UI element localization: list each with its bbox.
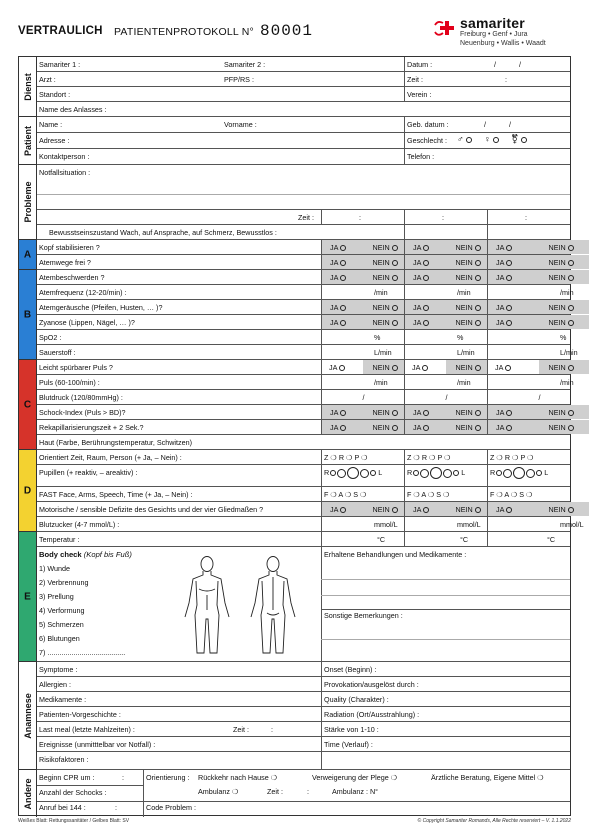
opqrst-label: Time (Verlauf) :: [324, 740, 373, 749]
unit-label: /min: [457, 378, 471, 387]
row-sauerstoff: [37, 345, 578, 360]
row-bz-label: Blutzucker (4-7 mmol/L) :: [39, 520, 120, 529]
row-bz: [37, 517, 584, 532]
row-bewusst: [37, 225, 570, 240]
section-patient: Patient: [19, 117, 37, 165]
unit-label: /min: [374, 378, 388, 387]
footer-right: © Copyright Samariter Romands, Alle Rechte reserviert – V. 1.1.2022: [417, 818, 571, 824]
notfall-area[interactable]: [37, 165, 570, 210]
pupil-size-icon[interactable]: [503, 469, 512, 478]
section-d: D: [19, 450, 37, 532]
ja-option[interactable]: JA: [322, 502, 363, 516]
nein-option[interactable]: NEIN: [446, 405, 488, 419]
geschlecht-label: Geschlecht :: [407, 136, 447, 145]
cpr-label: Beginn CPR um :: [39, 773, 95, 782]
female-checkbox[interactable]: [493, 137, 499, 143]
anruf-label: Anruf bei 144 :: [39, 803, 86, 812]
row-puls-label: Puls (60-100/min) :: [39, 378, 100, 387]
pupil-size-icon[interactable]: [370, 470, 376, 476]
datum-sep: /: [519, 60, 521, 69]
sample-label: Symptome :: [39, 665, 78, 674]
notfall-label: Notfallsituation :: [39, 168, 91, 177]
sample-label: Ereignisse (unmitttelbar vor Notfall) :: [39, 740, 156, 749]
bodycheck-item: 7) .......................................: [39, 648, 126, 657]
unit-label: /min: [560, 288, 574, 297]
ja-option[interactable]: JA: [488, 270, 539, 284]
ja-option[interactable]: JA: [322, 240, 363, 254]
row-standort: [37, 87, 570, 102]
row-kopf-label: Kopf stabilisieren ?: [39, 243, 100, 252]
zeit-label: Zeit :: [407, 75, 423, 84]
pfp-label: PFP/RS :: [224, 75, 254, 84]
row-blutdruck: Blutdruck (120/80mmHg) : / / /: [37, 390, 570, 405]
nein-option[interactable]: NEIN: [363, 502, 405, 516]
row-adresse: [37, 133, 570, 149]
row-kopf: [37, 240, 570, 255]
vorname-label: Vorname :: [224, 120, 257, 129]
ja-option[interactable]: JA: [322, 420, 363, 434]
section-probleme: Probleme: [19, 165, 37, 240]
pupil-size-icon[interactable]: [430, 467, 442, 479]
nein-option[interactable]: NEIN: [539, 240, 589, 254]
bemerkungen-label: Sonstige Bemerkungen :: [324, 611, 403, 620]
pupil-size-icon[interactable]: [330, 470, 336, 476]
ambulanz-option[interactable]: Ambulanz ❍: [198, 787, 239, 796]
nein-option[interactable]: NEIN: [539, 405, 589, 419]
row-haut-label: Haut (Farbe, Berührungstemperatur, Schwitzen): [39, 438, 193, 447]
nein-option[interactable]: NEIN: [363, 270, 405, 284]
ja-option[interactable]: JA: [488, 405, 539, 419]
orientierung-label: Orientierung :: [146, 773, 190, 782]
row-orient-label: Orientiert Zeit, Raum, Person (+ Ja, – Nein) :: [39, 453, 182, 462]
unit-label: mmol/L: [374, 520, 398, 529]
nein-option[interactable]: NEIN: [363, 420, 405, 434]
row-motor-label: Motorische / sensible Defizite des Gesichts und der vier Gliedmaßen ?: [39, 505, 264, 514]
section-dienst: Dienst: [19, 57, 37, 117]
section-c: C: [19, 360, 37, 450]
code-problem-label: Code Problem :: [146, 803, 196, 812]
pupil-size-icon[interactable]: [347, 467, 359, 479]
nein-option[interactable]: NEIN: [363, 240, 405, 254]
diverse-icon: ⚧: [511, 134, 527, 145]
unit-label: L/min: [560, 348, 578, 357]
body-back-figure[interactable]: [243, 555, 303, 657]
row-atemfrequenz: [37, 285, 574, 300]
row-motor: [37, 502, 570, 517]
opqrst-label: Provokation/ausgelöst durch :: [324, 680, 419, 689]
ja-option[interactable]: JA: [322, 315, 363, 329]
female-icon: ♀: [484, 134, 499, 144]
male-checkbox[interactable]: [466, 137, 472, 143]
option-group[interactable]: Z ❍ R ❍ P ❍: [490, 453, 534, 462]
verein-label: Verein :: [407, 90, 432, 99]
unit-label: mmol/L: [560, 520, 584, 529]
unit-label: /min: [374, 288, 388, 297]
opqrst-label: Quality (Charakter) :: [324, 695, 389, 704]
sample-label: Last meal (letzte Mahlzeiten) :: [39, 725, 135, 734]
geb-sep: /: [509, 120, 511, 129]
ja-option[interactable]: JA: [405, 315, 446, 329]
row-anlass: [37, 102, 570, 117]
pupil-size-icon[interactable]: [453, 470, 459, 476]
row-fast: [37, 487, 570, 502]
behandlung-label: Erhaltene Behandlungen und Medikamente :: [324, 550, 467, 559]
protocol-title: PATIENTENPROTOKOLL N°: [114, 26, 254, 38]
opqrst-label: Stärke von 1-10 :: [324, 725, 379, 734]
row-spo2-label: SpO2 :: [39, 333, 62, 342]
footer-left: Weißes Blatt: Rettungssanitäter / Gelbes Blatt: SV: [18, 818, 130, 824]
samariter-logo: [434, 16, 574, 50]
unit-label: %: [560, 333, 567, 342]
option-group[interactable]: Z ❍ R ❍ P ❍: [407, 453, 451, 462]
header: [18, 15, 578, 56]
row-schock: [37, 405, 570, 420]
nein-option[interactable]: NEIN: [446, 420, 488, 434]
bodycheck-item: 5) Schmerzen: [39, 620, 84, 629]
nein-option[interactable]: NEIN: [446, 315, 488, 329]
unit-label: %: [457, 333, 464, 342]
unit-label: %: [374, 333, 381, 342]
pupil-size-icon[interactable]: [413, 470, 419, 476]
row-spo2: [37, 330, 570, 345]
sample-label: Patienten-Vorgeschichte :: [39, 710, 121, 719]
logo-name: samariter: [460, 15, 525, 31]
option-group[interactable]: F ❍ A ❍ S ❍: [324, 490, 367, 499]
nein-option[interactable]: NEIN: [539, 300, 589, 314]
ja-option[interactable]: JA: [405, 502, 446, 516]
nein-option[interactable]: NEIN: [539, 502, 589, 516]
sample-label: Medikamente :: [39, 695, 87, 704]
section-anamnese: Anamnese: [19, 662, 37, 770]
samariter1-label: Samariter 1 :: [39, 60, 81, 69]
bodycheck-item: 1) Wunde: [39, 564, 71, 573]
nein-option[interactable]: NEIN: [539, 360, 589, 374]
nein-option[interactable]: NEIN: [363, 300, 405, 314]
anamnese-row: [37, 692, 570, 707]
ja-option[interactable]: JA: [322, 255, 363, 269]
kontakt-label: Kontaktperson :: [39, 152, 90, 161]
ambulanz-nr-label: Ambulanz : N°: [332, 787, 379, 796]
pupil-chooser[interactable]: R L: [490, 467, 548, 479]
nein-option[interactable]: NEIN: [539, 420, 589, 434]
ja-option[interactable]: JA: [329, 363, 345, 372]
row-haut: [37, 435, 570, 450]
anlass-label: Name des Anlasses :: [39, 105, 107, 114]
body-front-figure[interactable]: [177, 555, 237, 657]
geb-label: Geb. datum :: [407, 120, 449, 129]
nein-option[interactable]: NEIN: [446, 270, 488, 284]
verweigerung-option[interactable]: Verweigerung der Plege ❍: [312, 773, 398, 782]
diverse-checkbox[interactable]: [521, 137, 527, 143]
row-puls: [37, 375, 574, 390]
samariter2-label: Samariter 2 :: [224, 60, 266, 69]
row-rekap-label: Rekapillarisierungszeit + 2 Sek.?: [39, 423, 144, 432]
anamnese-row: [37, 677, 570, 692]
section-a: A: [19, 240, 37, 270]
confidential-label: VERTRAULICH: [18, 25, 103, 37]
nein-option[interactable]: NEIN: [363, 405, 405, 419]
sample-label: Allergien :: [39, 680, 71, 689]
row-probleme-zeit: Zeit : : : :: [37, 210, 570, 225]
row-name: [37, 117, 570, 133]
ja-option[interactable]: JA: [488, 315, 539, 329]
row-atembeschwerden: [37, 270, 570, 285]
ja-option[interactable]: JA: [495, 363, 511, 372]
nein-option[interactable]: NEIN: [446, 255, 488, 269]
nein-option[interactable]: NEIN: [539, 255, 589, 269]
pupil-size-icon[interactable]: [526, 469, 535, 478]
ja-option[interactable]: JA: [405, 420, 446, 434]
logo-locations-1: Freiburg • Genf • Jura: [460, 31, 528, 38]
ja-option[interactable]: JA: [322, 270, 363, 284]
bodycheck-item: 2) Verbrennung: [39, 578, 89, 587]
row-pupillen-label: Pupillen (+ reaktiv, – areaktiv) :: [39, 468, 138, 477]
anamnese-row: [37, 737, 570, 752]
protocol-form: [18, 56, 584, 816]
option-group[interactable]: F ❍ A ❍ S ❍: [407, 490, 450, 499]
row-schock-label: Schock-Index (Puls > BD)?: [39, 408, 126, 417]
rueckkehr-option[interactable]: Rückkehr nach Hause ❍: [198, 773, 278, 782]
nein-option[interactable]: NEIN: [363, 315, 405, 329]
ja-option[interactable]: JA: [322, 300, 363, 314]
pupil-chooser[interactable]: R L: [324, 467, 382, 479]
ja-option[interactable]: JA: [488, 240, 539, 254]
ambulanz-zeit-label: Zeit :: [267, 787, 283, 796]
row-atemwege-label: Atemwege frei ?: [39, 258, 91, 267]
protocol-number: 80001: [260, 22, 314, 40]
bodycheck-item: 4) Verformung: [39, 606, 85, 615]
ja-option[interactable]: JA: [322, 405, 363, 419]
adresse-label: Adresse :: [39, 136, 70, 145]
unit-label: L/min: [374, 348, 392, 357]
row-orient: [37, 450, 570, 465]
datum-sep: /: [494, 60, 496, 69]
ja-option[interactable]: JA: [488, 300, 539, 314]
arzt-label: Arzt :: [39, 75, 56, 84]
ja-option[interactable]: JA: [405, 270, 446, 284]
row-sauerstoff-label: Sauerstoff :: [39, 348, 76, 357]
unit-label: /min: [457, 288, 471, 297]
bodycheck-title: Body check (Kopf bis Fuß): [39, 550, 132, 559]
zeit-label: Zeit :: [298, 213, 314, 222]
bodycheck-item: 3) Prellung: [39, 592, 74, 601]
ja-option[interactable]: JA: [488, 420, 539, 434]
geb-sep: /: [484, 120, 486, 129]
ja-option[interactable]: JA: [405, 300, 446, 314]
pupil-size-icon[interactable]: [536, 470, 542, 476]
nein-option[interactable]: NEIN: [363, 255, 405, 269]
ja-option[interactable]: JA: [488, 255, 539, 269]
row-zyanose: [37, 315, 570, 330]
telefon-label: Telefon :: [407, 152, 435, 161]
row-atemfrequenz-label: Atemfrequenz (12-20/min) :: [39, 288, 127, 297]
section-e: E: [19, 532, 37, 662]
bodycheck-item: 6) Blutungen: [39, 634, 80, 643]
ja-option[interactable]: JA: [412, 363, 428, 372]
anamnese-row: Last meal (letzte Mahlzeiten) : Zeit : : Stärke von 1-10 :: [37, 722, 570, 737]
pupil-size-icon[interactable]: [337, 469, 346, 478]
opqrst-label: Radiation (Ort/Ausstrahlung) :: [324, 710, 420, 719]
row-atembeschwerden-label: Atembeschwerden ?: [39, 273, 105, 282]
standort-label: Standort :: [39, 90, 71, 99]
nein-option[interactable]: NEIN: [446, 300, 488, 314]
bodycheck-area: [37, 547, 570, 662]
ja-option[interactable]: JA: [405, 405, 446, 419]
row-blutdruck-label: Blutdruck (120/80mmHg) :: [39, 393, 123, 402]
section-andere: Andere: [19, 770, 37, 817]
row-fast-label: FAST Face, Arms, Speech, Time (+ Ja, – Nein) :: [39, 490, 193, 499]
unit-label: L/min: [457, 348, 475, 357]
row-rekap: [37, 420, 570, 435]
nein-option[interactable]: NEIN: [446, 360, 488, 374]
anamnese-row: [37, 662, 570, 677]
nein-option[interactable]: NEIN: [539, 315, 589, 329]
logo-locations-2: Neuenburg • Wallis • Waadt: [460, 40, 546, 47]
option-group[interactable]: F ❍ A ❍ S ❍: [490, 490, 533, 499]
sample-label: Risikofaktoren :: [39, 755, 89, 764]
anamnese-row: [37, 752, 570, 770]
row-temperatur: Temperatur : °C °C °C: [37, 532, 570, 547]
row-atemwege: [37, 255, 570, 270]
row-zyanose-label: Zyanose (Lippen, Nägel, … )?: [39, 318, 135, 327]
pupil-size-icon[interactable]: [420, 469, 429, 478]
unit-label: /min: [560, 378, 574, 387]
pupil-size-icon[interactable]: [443, 469, 452, 478]
andere-area: Beginn CPR um : : Anzahl der Schocks : Anruf bei 144 : : Orientierung : Rückkehr nach Hause ❍ Verweigerung der Plege ❍ Ärztliche Beratung, Eigene Mittel ❍ Ambulanz ❍ Zeit : : Ambulanz : N° Code Problem :: [37, 770, 570, 817]
zeit-sep: :: [505, 75, 507, 84]
row-arzt: [37, 72, 570, 87]
temperatur-label: Temperatur :: [39, 535, 80, 544]
option-group[interactable]: Z ❍ R ❍ P ❍: [324, 453, 368, 462]
ja-option[interactable]: JA: [405, 240, 446, 254]
row-atemgeraeusche-label: Atemgeräusche (Pfeifen, Husten, … )?: [39, 303, 163, 312]
opqrst-label: Onset (Beginn) :: [324, 665, 377, 674]
ja-option[interactable]: JA: [488, 502, 539, 516]
anamnese-row: [37, 707, 570, 722]
ja-option[interactable]: JA: [405, 255, 446, 269]
section-b: B: [19, 270, 37, 360]
row-puls-spuer-label: Leicht spürbarer Puls ?: [39, 363, 113, 372]
datum-label: Datum :: [407, 60, 433, 69]
red-cross-icon: [434, 18, 454, 38]
bewusst-label: Bewusstseinszustand Wach, auf Ansprache, auf Schmerz, Bewusstlos :: [49, 228, 277, 237]
row-samariter: [37, 57, 570, 72]
row-pupillen: [37, 465, 570, 487]
unit-label: mmol/L: [457, 520, 481, 529]
pupil-size-icon[interactable]: [513, 467, 525, 479]
aerztl-beratung-option[interactable]: Ärztliche Beratung, Eigene Mittel ❍: [431, 773, 544, 782]
row-atemgeraeusche: [37, 300, 570, 315]
name-label: Name :: [39, 120, 63, 129]
pupil-size-icon[interactable]: [360, 469, 369, 478]
row-puls-spuer: [37, 360, 570, 375]
nein-option[interactable]: NEIN: [363, 360, 405, 374]
nein-option[interactable]: NEIN: [446, 502, 488, 516]
nein-option[interactable]: NEIN: [446, 240, 488, 254]
row-kontakt: [37, 149, 570, 165]
pupil-size-icon[interactable]: [496, 470, 502, 476]
nein-option[interactable]: NEIN: [539, 270, 589, 284]
male-icon: ♂: [457, 134, 472, 144]
pupil-chooser[interactable]: R L: [407, 467, 465, 479]
schocks-label: Anzahl der Schocks :: [39, 788, 107, 797]
